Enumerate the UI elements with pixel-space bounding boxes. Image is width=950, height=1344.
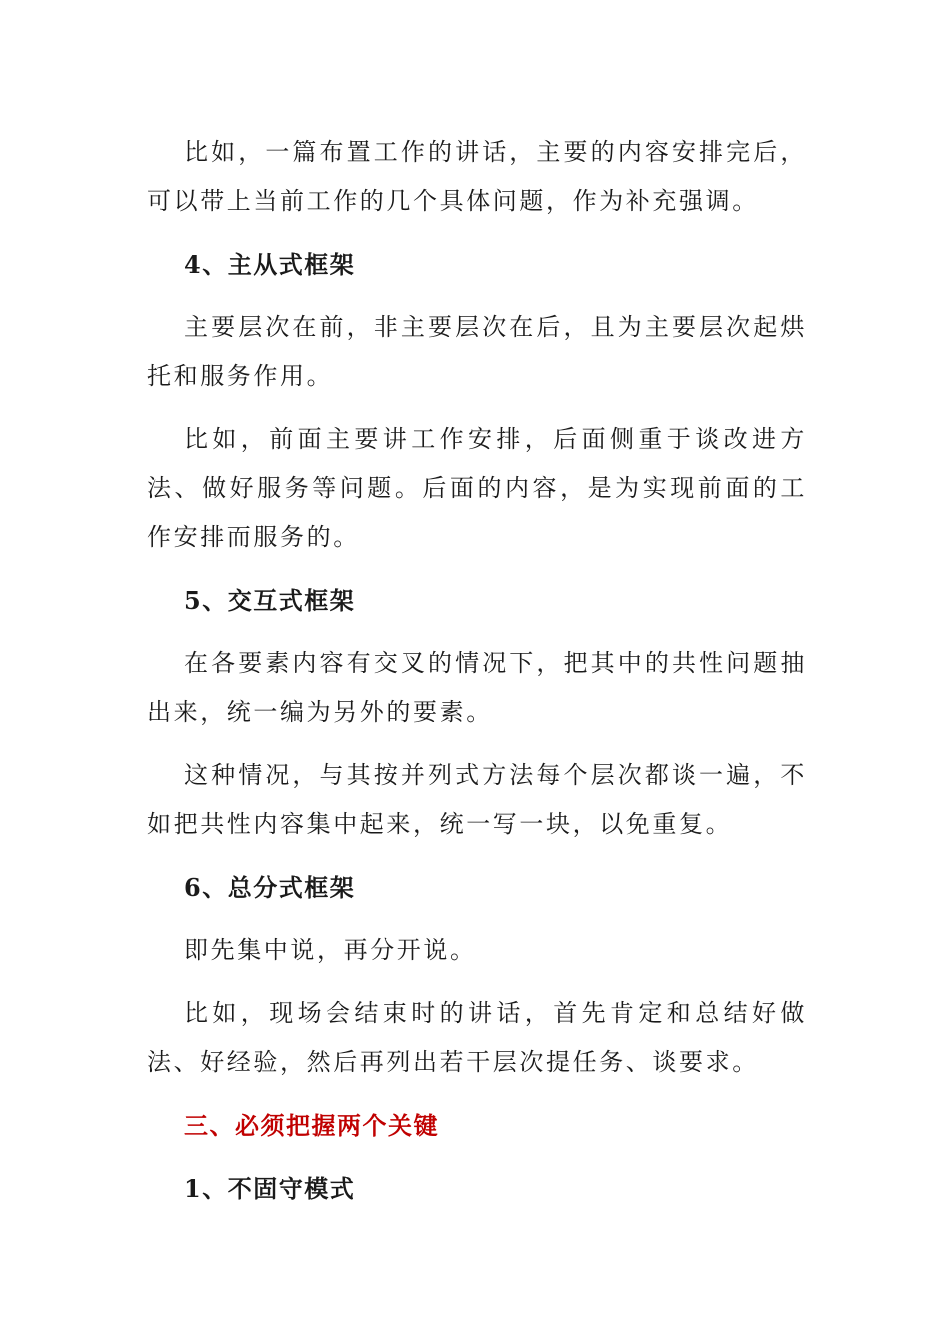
subheading: 1、不固守模式 bbox=[184, 1174, 356, 1203]
paragraph: 主要层次在前，非主要层次在后，且为主要层次起烘托和服务作用。 bbox=[147, 313, 807, 390]
paragraph: 比如，一篇布置工作的讲话，主要的内容安排完后，可以带上当前工作的几个具体问题，作为补充强调。 bbox=[147, 138, 807, 215]
paragraph: 比如，现场会结束时的讲话，首先肯定和总结好做法、好经验，然后再列出若干层次提任务、谈要求。 bbox=[147, 999, 807, 1076]
subheading: 6、总分式框架 bbox=[184, 873, 356, 902]
document-body bbox=[147, 128, 807, 1227]
subheading: 4、主从式框架 bbox=[184, 250, 356, 279]
paragraph: 即先集中说，再分开说。 bbox=[184, 936, 477, 964]
section-heading: 三、必须把握两个关键 bbox=[184, 1111, 439, 1140]
subheading: 5、交互式框架 bbox=[184, 586, 356, 615]
paragraph: 在各要素内容有交叉的情况下，把其中的共性问题抽出来，统一编为另外的要素。 bbox=[147, 649, 807, 726]
paragraph: 这种情况，与其按并列式方法每个层次都谈一遍，不如把共性内容集中起来，统一写一块，以免重复。 bbox=[147, 761, 807, 838]
paragraph: 比如，前面主要讲工作安排，后面侧重于谈改进方法、做好服务等问题。后面的内容，是为实现前面的工作安排而服务的。 bbox=[147, 425, 807, 551]
